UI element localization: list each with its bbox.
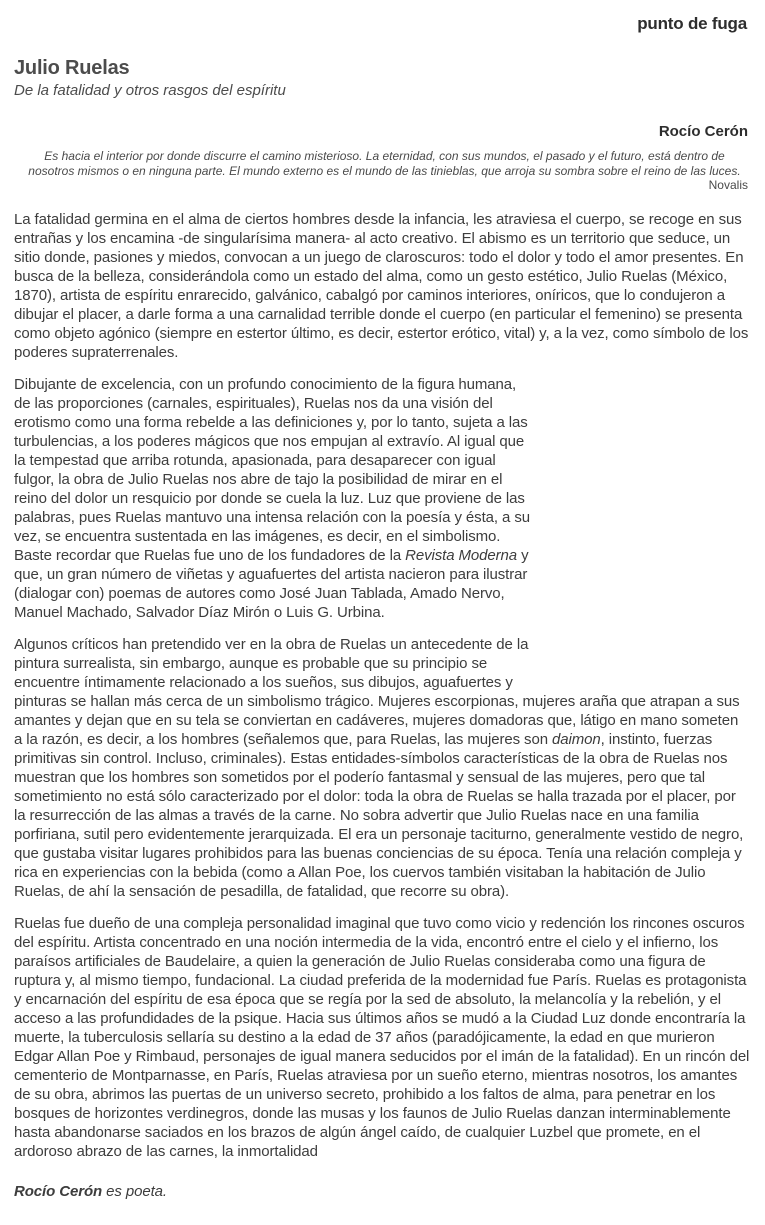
text-segment: La fatalidad germina en el alma de ciertos hombres desde la infancia, les atraviesa el cuerpo, se recoge en sus entrañas y los encamina -de singularísima manera- al acto creativo. El abismo es un territorio que seduce, un sitio donde, pasiones y miedos, convocan a un juego de claroscuros: todo el dolor y todo el amor presentes. En busca de la belleza, considerándola como un estado del alma, como un gesto estético, Julio Ruelas (México, 1870), artista de espíritu enrarecido, galvánico, cabalgó por caminos interiores, oníricos, que lo condujeron a dibujar el placer, a darle forma a una carnalidad terrible donde el cuerpo (en particular el femenino) se presenta como objeto agónico (siempre en estertor último, es decir, estertor erótico, vital) y, a la vez, como símbolo de los poderes supraterrenales. — [14, 210, 749, 361]
text-segment: Dibujante de excelencia, con un profundo conocimiento de la figura humana, de las proporciones (carnales, espirituales), Ruelas nos da una visión del erotismo como una forma rebelde a las definiciones y, por lo tanto, sujeta a las turbulencias, a los poderes mágicos que nos empujan al extravío. Al igual que la tempestad que arriba rotunda, apasionada, para desaparecer con igual fulgor, la obra de Julio Ruelas nos abre de tajo la posibilidad de mirar en el reino del dolor un resquicio por donde se cuela la luz. Luz que proviene de las palabras, pues Ruelas mantuvo una intensa relación con la poesía y ésta, a su vez, se encuentra sustentada en las imágenes, es decir, en el simbolismo. Baste recordar que Ruelas fue uno de los fundadores de la — [14, 375, 530, 564]
masthead: punto de fuga — [637, 14, 747, 33]
text-segment: Ruelas fue dueño de una compleja personalidad imaginal que tuvo como vicio y redención los rincones oscuros del espíritu. Artista concentrado en una noción intermedia de la vida, encontró entre el cielo y el infierno, los paraísos artificiales de Baudelaire, a quien la generación de Julio Ruelas consideraba como una figura de ruptura y, al mismo tiempo, fundacional. La ciudad preferida de la modernidad fue París. Ruelas es protagonista y encarnación del espíritu de esa época que se regía por la sed de absoluto, la melancolía y la rebelión, y el acceso a las profundidades de la psique. Hacia sus últimos años se mudó a la Ciudad Luz donde encontraría la muerte, la tuberculosis sellaría su destino a la edad de 37 años (paradójicamente, la edad en que murieron Edgar Allan Poe y Rimbaud, personajes de igual manera seducidos por el imán de la fatalidad). En un rincón del cementerio de Montparnasse, en París, Ruelas atraviesa por un sueño eterno, mientras nosotros, los amantes de su obra, abrimos las puertas de un universo secreto, prohibido a los faltos de alma, para penetrar en los bosques de horizontes verdinegros, donde las musas y los faunos de Julio Ruelas danzan interminablemente hasta abandonarse saciados en los brazos de algún ángel caído, de cualquier Luzbel que promete, en el ardoroso abrazo de las carnes, la inmortalidad — [14, 914, 750, 1160]
text-segment: y que, un gran número de viñetas y aguafuertes del artista nacieron para ilustrar (dialogar con) poemas de autores como José Juan Tablada, Amado Nervo, Manuel Machado, Salvador Díaz Mirón o Luis G. Urbina. — [14, 546, 529, 621]
page-title: Julio Ruelas — [14, 57, 130, 79]
page-subtitle: De la fatalidad y otros rasgos del espíritu — [14, 82, 286, 99]
epigraph — [20, 149, 749, 193]
article-body — [14, 210, 750, 1161]
epigraph-text: Es hacia el interior por donde discurre el camino misterioso. La eternidad, con sus mundos, el pasado y el futuro, está dentro de nosotros mismos o en ninguna parte. El mundo externo es el mundo de las tinieblas, que arroja su sombra sobre el reino de las luces. — [28, 149, 741, 178]
paragraph-1 — [14, 210, 750, 362]
author-note-text: es poeta. — [102, 1182, 167, 1200]
text-segment: , instinto, fuerzas primitivas sin control. Incluso, criminales). Estas entidades-símbolos características de la obra de Ruelas nos muestran que los hombres son sometidos por el poderío fantasmal y sensual de las mujeres, pero que tal sometimiento no está sólo caracterizado por el dolor: toda la obra de Ruelas se halla trazada por el placer, por la resurrección de las almas a través de la carne. No sobra advertir que Julio Ruelas nace en una familia porfiriana, sutil pero evidentemente jerarquizada. El era un personaje taciturno, generalmente vestido de negro, que gustaba visitar lugares prohibidos para las buenas conciencias de su época. Tenía una relación compleja y rica en experiencias con la bebida (como a Allan Poe, los cuervos también visitaban la habitación de Julio Ruelas, de ahí la sensación de pesadilla, de fatalidad, que recorre su obra). — [14, 730, 744, 900]
italic-text-segment: Revista Moderna — [405, 546, 518, 564]
paragraph-4 — [14, 914, 750, 1161]
author-note — [14, 1182, 750, 1201]
paragraph-2 — [14, 375, 750, 622]
byline: Rocío Cerón — [658, 123, 748, 140]
missing-image-placeholder — [534, 375, 750, 685]
epigraph-attribution: Novalis — [708, 178, 748, 192]
italic-text-segment: daimon — [552, 730, 601, 748]
author-note-name: Rocío Cerón — [14, 1182, 103, 1200]
text-segment: Algunos críticos han pretendido ver en la obra de Ruelas un antecedente de la pintura surrealista, sin embargo, aunque es probable que su principio se encuentre íntimamente relacionado a los sueños, sus dibujos, aguafuertes y pinturas se hallan más cerca de un simbolismo trágico. Mujeres escorpionas, mujeres araña que atrapan a sus amantes y dejan que en su tela se conviertan en cadáveres, mujeres domadoras que, látigo en mano someten a la razón, es decir, a los hombres (señalemos que, para Ruelas, las mujeres son — [14, 635, 740, 748]
